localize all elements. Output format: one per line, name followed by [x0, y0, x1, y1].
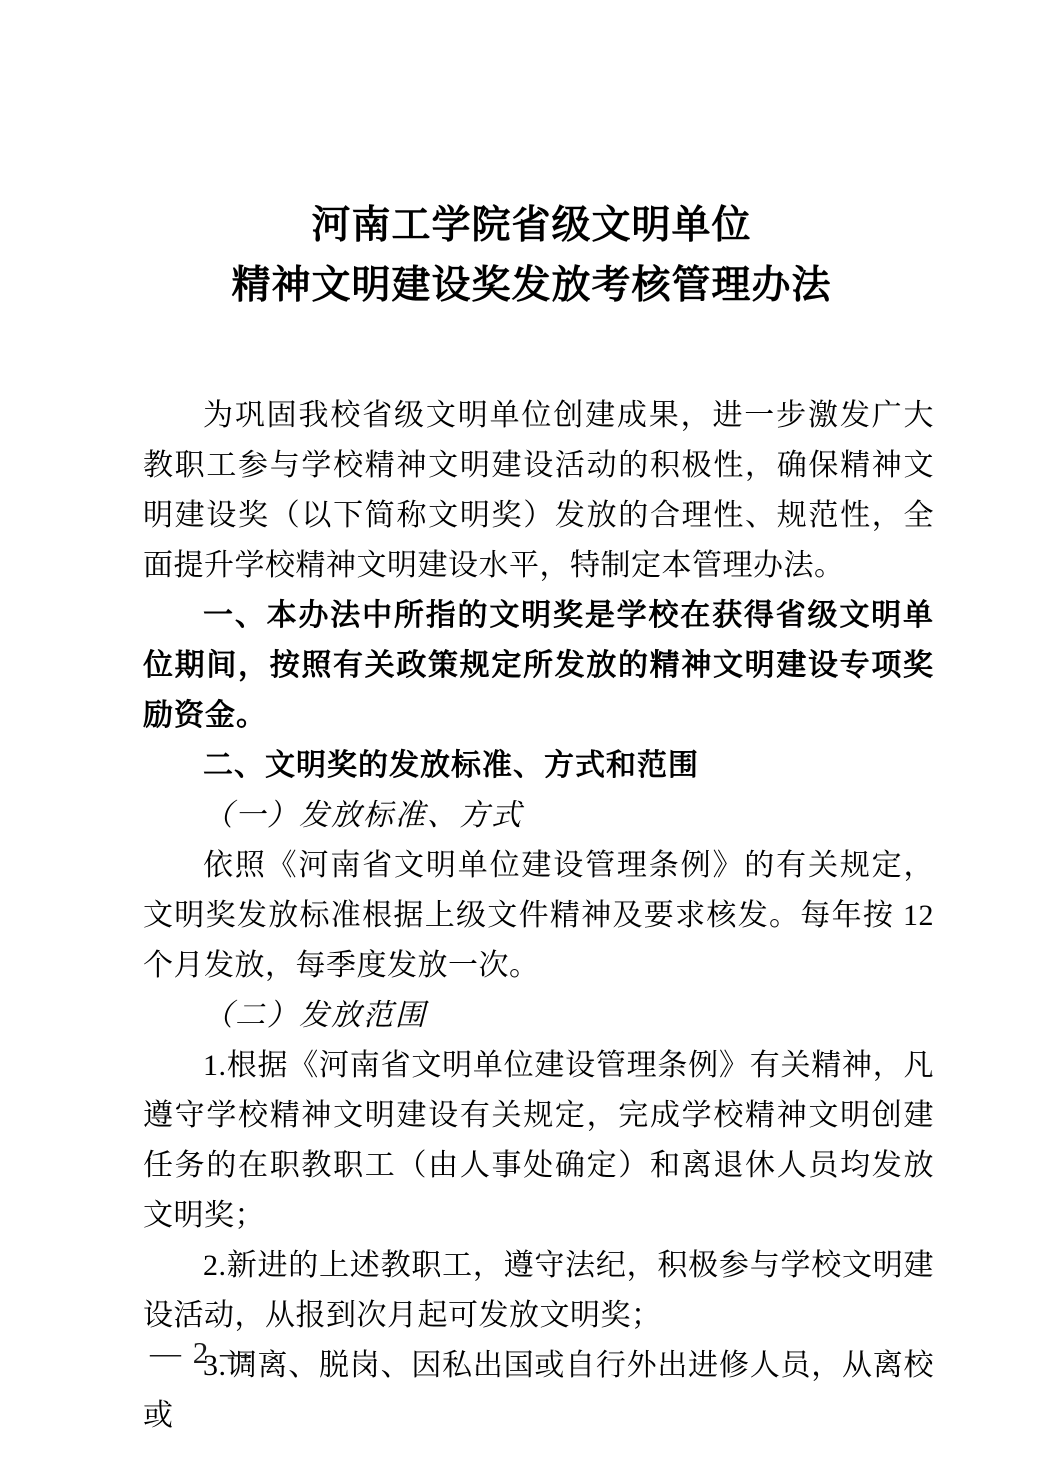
paragraph-intro: 为巩固我校省级文明单位创建成果，进一步激发广大教职工参与学校精神文明建设活动的积极性，确保精神文明建设奖（以下简称文明奖）发放的合理性、规范性，全面提升学校精神文明建设水平，特制定本管理办法。	[143, 399, 934, 582]
paragraph-standard-method: 依照《河南省文明单位建设管理条例》的有关规定，文明奖发放标准根据上级文件精神及要求核发。每年按 12 个月发放，每季度发放一次。	[143, 849, 934, 982]
paragraph-subsection-2-2: （二）发放范围	[203, 998, 427, 1033]
paragraph-subsection-2-1: （一）发放标准、方式	[203, 798, 523, 833]
paragraph-section-1: 一、本办法中所指的文明奖是学校在获得省级文明单位期间，按照有关政策规定所发放的精神文明建设专项奖励资金。	[143, 599, 934, 732]
document-title-line-2: 精神文明建设奖发放考核管理办法	[231, 264, 832, 307]
paragraph-item-2: 2.新进的上述教职工，遵守法纪，积极参与学校文明建设活动，从报到次月起可发放文明奖；	[143, 1249, 934, 1332]
paragraph-section-2: 二、文明奖的发放标准、方式和范围	[203, 749, 699, 782]
paragraph-item-1: 1.根据《河南省文明单位建设管理条例》有关精神，凡遵守学校精神文明建设有关规定，完成学校精神文明创建任务的在职教职工（由人事处确定）和离退休人员均发放文明奖；	[143, 1049, 934, 1232]
document-body	[143, 391, 934, 1441]
page-number: — 2 —	[150, 1335, 253, 1370]
document-title-line-1: 河南工学院省级文明单位	[311, 204, 752, 247]
paragraph-item-3: 3.调离、脱岗、因私出国或自行外出进修人员，从离校或	[143, 1349, 934, 1432]
document-title	[0, 196, 1063, 316]
